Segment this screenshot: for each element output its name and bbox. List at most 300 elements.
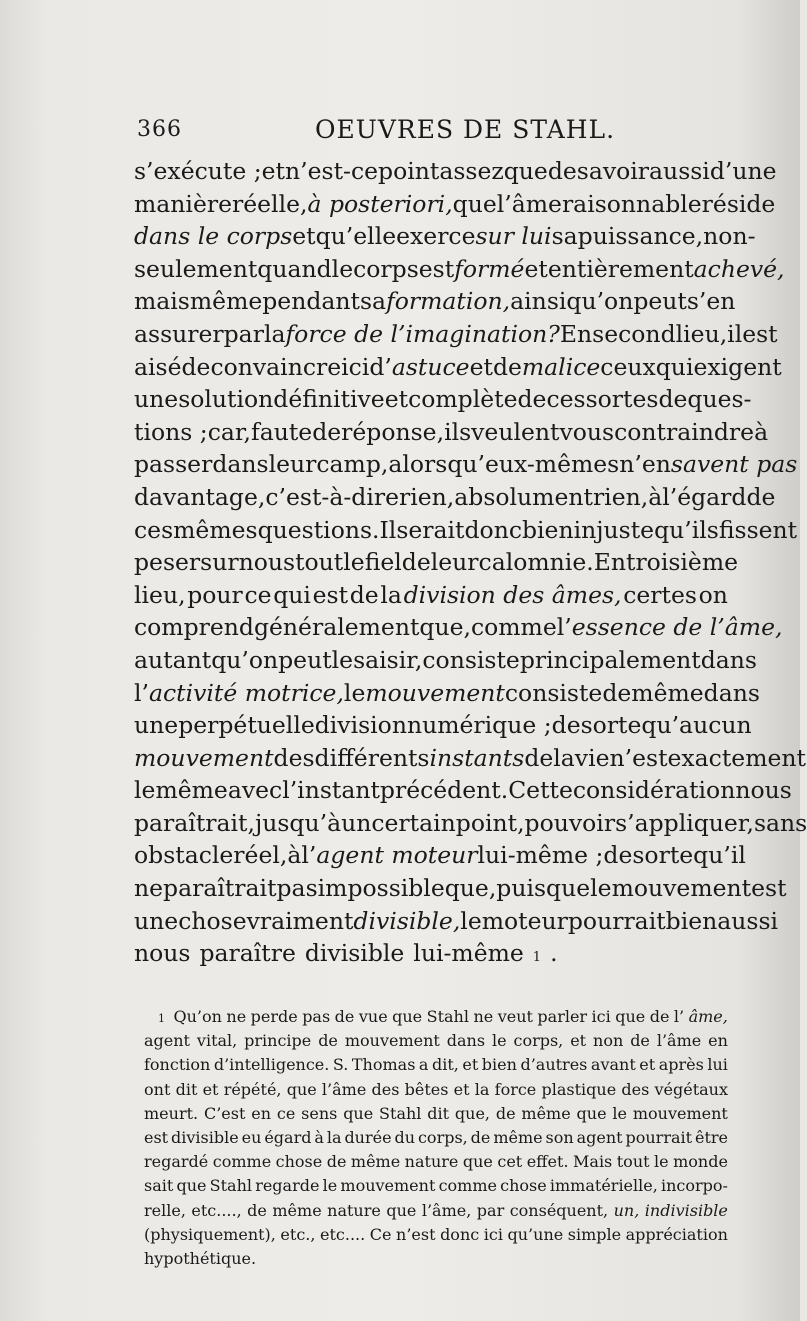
word: la [326,1127,342,1147]
word: que, [419,613,471,642]
word: l’ [673,1007,685,1026]
word: sur lui [475,222,552,251]
word: l’âme [496,189,562,218]
word: paraîtrait [163,874,277,903]
word: lieu, [134,580,186,609]
word: d’ [369,352,392,381]
footnote-line [144,1029,728,1053]
word: (physiquement), [144,1224,276,1244]
text-line [134,742,806,775]
word: agent moteur [316,841,478,870]
word: immatérielle, [549,1176,658,1196]
word: de [658,385,688,414]
word: l’âme [656,1031,702,1051]
word: chose [178,906,247,935]
word: raisonnable [561,189,702,218]
word: sans [753,808,807,837]
word: même [272,1200,322,1220]
word: division [314,711,407,740]
word: certain [371,808,456,837]
word: il [727,319,743,348]
word: parler [537,1007,588,1026]
word: de [492,352,522,381]
word: l’ [134,678,149,707]
word: moteur [481,906,568,935]
word: de [349,580,379,609]
text-line [134,416,769,449]
word: le [322,1176,338,1196]
text-line [134,351,782,384]
word: bêtes [404,1079,449,1099]
word: du [394,1127,416,1147]
word: le [134,776,156,805]
word: nous [735,776,792,805]
word: ils [444,417,472,446]
word: et [202,1079,219,1099]
word: point, [455,808,525,837]
text-line [134,937,728,970]
word: rien, [399,482,455,511]
word: C’est [203,1103,246,1123]
text-line [134,546,739,579]
word: et [469,352,493,381]
word: savoir [576,157,650,185]
word: de [746,482,776,511]
word: un, [613,1200,640,1220]
word: et [524,254,548,283]
word: saisir, [353,645,423,674]
word: est [418,254,455,283]
word: vous [559,417,615,446]
word: consiste [504,678,603,707]
word: exigent [693,352,782,381]
word: ques- [687,385,752,414]
word: des [371,1079,400,1099]
word: et [639,1055,656,1075]
text-line [134,253,785,286]
word: indivisible [644,1200,728,1220]
word: force [494,1079,537,1099]
word: sorte [580,711,642,740]
word: veut [497,1007,533,1026]
word: qu’ils [654,515,719,544]
word: ne [226,1007,247,1026]
word: n’en [619,450,671,479]
word: vue [358,1007,388,1026]
word: assurer [134,319,224,348]
word: à [754,417,769,446]
word: contraindre [614,417,755,446]
word: après [658,1055,704,1075]
word: incorpo- [660,1176,728,1196]
word: appréciation [625,1224,728,1244]
word: obstacle [134,841,234,870]
word: hypothétique. [144,1248,257,1268]
word: est [751,874,787,903]
text-line [134,383,752,416]
word: leur [268,450,317,479]
word: des [273,743,315,772]
word: le [331,254,354,283]
word: ainsi [510,287,567,316]
word: ici [341,352,370,381]
word: une [134,711,179,740]
word: à posteriori, [307,189,453,218]
word: serait [396,515,465,544]
word: numérique ; [406,711,552,740]
text-line [134,839,746,872]
text-line [134,774,792,807]
word: de [181,352,211,381]
word: un [341,808,372,837]
word: qu’on [566,287,634,316]
word: comprend [134,613,254,642]
word: est [742,319,778,348]
word: de [470,1127,491,1147]
word: divisible [304,939,405,968]
word: même [189,287,263,316]
word: par [223,319,264,348]
word: corps, [417,1127,468,1147]
word: Stahl [379,1103,422,1123]
word: que [386,1200,417,1220]
word: et [384,385,409,414]
text-line [134,220,756,253]
word: ne [473,1007,494,1026]
word: végétaux [654,1079,728,1099]
word: sait [144,1176,174,1196]
word: cet [497,1152,523,1172]
word: non [593,1031,624,1051]
word: sortes [585,385,659,414]
word: à [287,841,302,870]
word: différents [314,743,430,772]
text-line [134,448,798,481]
word: n’est-ce [285,157,379,185]
word: de [334,1007,355,1026]
word: paraîtrait, [134,808,255,837]
word: qui [655,352,694,381]
word: perde [250,1007,298,1026]
word: c’est-à-dire [265,482,399,511]
word: réel, [233,841,288,870]
word: ces [546,385,586,414]
word: peser [134,548,201,577]
word: âme, [688,1007,728,1026]
word: etc.... [320,1224,366,1244]
word: tout [616,1152,650,1172]
word: considération [572,776,736,805]
word: d’intelligence. [213,1055,330,1075]
word: puisque [496,874,591,903]
word: mouvement [134,743,274,772]
word: répété, [223,1079,282,1099]
word: exactement [667,743,806,772]
word: que [503,157,548,185]
word: Il [379,515,397,544]
word: par [476,1200,505,1220]
word: ici [591,1007,611,1026]
text-line [134,155,777,188]
word: une [134,385,179,414]
word: de [326,1152,347,1172]
word: qu’elle [315,222,397,251]
word: regarde [255,1176,320,1196]
word: la [263,319,286,348]
text-line [134,188,776,221]
word: n’est [396,1224,436,1244]
word: donc [440,1224,480,1244]
running-title: OEUVRES DE STAHL. [315,115,616,144]
word: formation, [386,287,511,316]
word: comme [438,1176,497,1196]
word: de [495,1103,516,1123]
word: s’en [686,287,736,316]
word: ceux [600,352,656,381]
word: de [602,678,632,707]
word: le [491,1031,507,1051]
word: division des âmes, [403,580,622,609]
word: l’âme, [421,1200,472,1220]
word: veulent [471,417,560,446]
word: nous [134,939,191,968]
word: agent [144,1031,190,1051]
word: de [603,841,633,870]
word: avec [227,776,283,805]
word: de [524,743,554,772]
word: pourrait [567,906,666,935]
word: conséquent, [509,1200,609,1220]
word: calomnie. [478,548,594,577]
word: leur [430,548,479,577]
word: dans [446,1031,486,1051]
word: ces [134,515,174,544]
word: en [251,1103,272,1123]
word: lieu, [675,319,728,348]
word: le [331,645,354,674]
word: jusqu’à [254,808,342,837]
word: chose [275,1152,323,1172]
word: le [343,678,366,707]
word: qu’il [693,841,746,870]
word: bien [522,515,574,544]
word: entièrement [547,254,694,283]
word: etc...., [191,1200,242,1220]
footnote-line [144,1150,728,1174]
word: la [474,1079,490,1099]
word: Qu’on [173,1007,222,1026]
word: même [631,678,704,707]
word: et [570,1031,587,1051]
word: nature [404,1152,459,1172]
word: complète [408,385,518,414]
word: est [312,580,349,609]
word: malice [521,352,601,381]
word: exerce [396,222,476,251]
word: n’est [609,743,668,772]
word: que [452,189,497,218]
word: donc [464,515,522,544]
word: eu [241,1127,262,1147]
word: vital, [196,1031,238,1051]
word: mouvement [340,1176,436,1196]
word: fonction [144,1055,211,1075]
word: vie [574,743,610,772]
word: l’âme [321,1079,367,1099]
word: l’égard [662,482,747,511]
footnote-line [144,1199,728,1223]
word: fissent [718,515,798,544]
word: de [401,548,431,577]
word: impossible [317,874,445,903]
word: de [318,1031,338,1051]
word: de [312,417,342,446]
word: car, [207,417,251,446]
word: ici [483,1224,503,1244]
word: le [460,906,482,935]
word: que, [444,874,497,903]
word: tions ; [134,417,208,446]
word: aussi [649,157,710,185]
word: pas [276,874,318,903]
word: de [247,1200,267,1220]
word: et [292,222,316,251]
word: le [590,874,612,903]
word: vraiment [246,906,354,935]
footnote-line [144,1078,728,1102]
word: En [559,319,593,348]
word: savent pas [670,450,798,479]
word: dit [427,1103,450,1123]
text-line [134,644,757,677]
word: meurt. [144,1103,199,1123]
word: formé [454,254,525,283]
word: de [547,157,577,185]
footnote-line [144,1223,728,1247]
word: essence de l’âme, [571,613,783,642]
word: que, [454,1103,490,1123]
word: sens [301,1103,338,1123]
page-header [137,115,727,151]
word: En [593,548,626,577]
word: que [176,1176,207,1196]
word: sur [200,548,239,577]
word: divisible, [353,906,461,935]
footnote-line [144,1247,728,1271]
word: que [286,1079,317,1099]
word: camp, [316,450,389,479]
word: réside [701,189,776,218]
word: sorte [632,841,694,870]
word: questions. [257,515,380,544]
body-text [134,155,807,970]
word: tout [295,548,344,577]
word: instants [429,743,525,772]
footnote-line: 1 Qu’on ne perde pas de vue que Stahl ne veut parler ici que de l’ âme, [144,1005,728,1029]
word: mêmes [173,515,258,544]
word: même [350,1152,401,1172]
word: à [648,482,663,511]
text-line [134,807,807,840]
text-line [134,579,728,612]
text-line [134,709,752,742]
word: seulement [134,254,258,283]
word: pendant [262,287,360,316]
page-number: 366 [137,117,182,142]
word: dit [175,1079,198,1099]
word: d’autres [520,1055,588,1075]
word: bien [481,1055,517,1075]
word: peut [633,287,687,316]
word: chose [500,1176,547,1196]
word: en [708,1031,728,1051]
word: de [517,385,547,414]
text-line [134,905,779,938]
word: absolument [454,482,593,511]
word: mouvement [365,678,505,707]
text-line [134,318,778,351]
word: principalement [519,645,701,674]
word: égard [264,1127,312,1147]
word: S. [332,1055,349,1075]
word: et [453,1079,470,1099]
word: ont [144,1079,171,1099]
text-line [134,514,798,547]
word: nature [327,1200,381,1220]
word: Ce [369,1224,392,1244]
word: aisé [134,352,182,381]
word: et [462,1055,479,1075]
word: que [615,1007,646,1026]
word: de [649,1007,670,1026]
word: simple [567,1224,622,1244]
text-line [134,285,736,318]
word: perpétuelle [178,711,315,740]
word: le [612,1103,627,1123]
word: être [694,1127,728,1147]
word: comme [212,1152,272,1172]
word: que [343,1103,374,1123]
word: son [545,1127,574,1147]
word: on [698,580,728,609]
word: nous [238,548,296,577]
word: le [343,548,365,577]
word: davantage, [134,482,266,511]
word: Mais [573,1152,613,1172]
word: s’appliquer, [615,808,754,837]
text-line [134,872,787,905]
word: regardé [144,1152,209,1172]
word: comme [470,613,557,642]
word: qu’eux-mêmes [447,450,620,479]
word: pas [302,1007,331,1026]
word: corps [353,254,419,283]
word: plastique [541,1079,617,1099]
word: que [392,1007,423,1026]
word: réponse, [341,417,445,446]
footnotes [144,1005,728,1271]
word: astuce [391,352,470,381]
word: la [380,580,402,609]
word: injuste [573,515,655,544]
text-line [134,611,783,644]
word: est [144,1127,169,1147]
word: à [314,1127,324,1147]
word: la [553,743,575,772]
word: Stahl [426,1007,469,1026]
word: l’ [556,613,572,642]
word: ce [244,580,272,609]
